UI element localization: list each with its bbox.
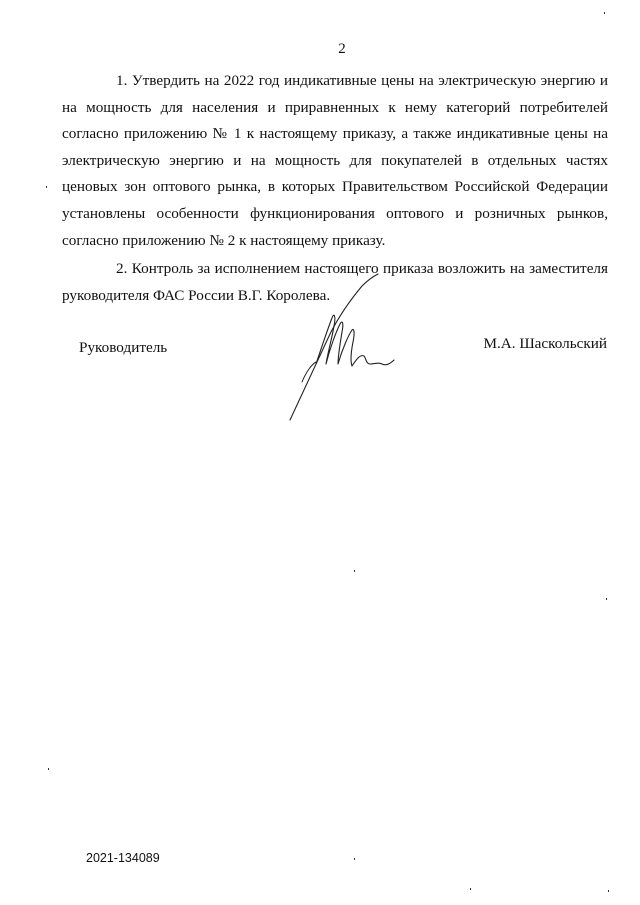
scan-speck <box>608 890 609 892</box>
scan-speck <box>470 888 471 890</box>
scan-speck <box>354 570 355 572</box>
scan-speck <box>604 12 605 14</box>
document-code: 2021-134089 <box>86 851 160 865</box>
page-number: 2 <box>338 41 346 57</box>
signatory-title: Руководитель <box>79 339 168 356</box>
handwritten-signature <box>282 272 402 432</box>
scan-speck <box>48 768 49 770</box>
signatory-name: М.А. Шаскольский <box>483 335 607 352</box>
scan-speck <box>46 186 47 188</box>
scan-speck <box>606 598 607 600</box>
scan-speck <box>354 858 355 860</box>
paragraph-2: 2. Контроль за исполнением настоящего приказа возложить на заместителя руководителя ФАС России В.Г. Королева. <box>62 260 608 304</box>
paragraph-1: 1. Утвердить на 2022 год индикативные цены на электрическую энергию и на мощность для населения и приравненных к нему категорий потребителей согласно приложению № 1 к настоящему приказу, а также индикативные цены на электрическую энергию и на мощность для покупателей в отдельных частях ценовых зон оптового рынка, в которых Правительством Российской Федерации установлены особенности функционирования оптового и розничных рынков, согласно приложению № 2 к настоящему приказу. <box>62 72 608 249</box>
